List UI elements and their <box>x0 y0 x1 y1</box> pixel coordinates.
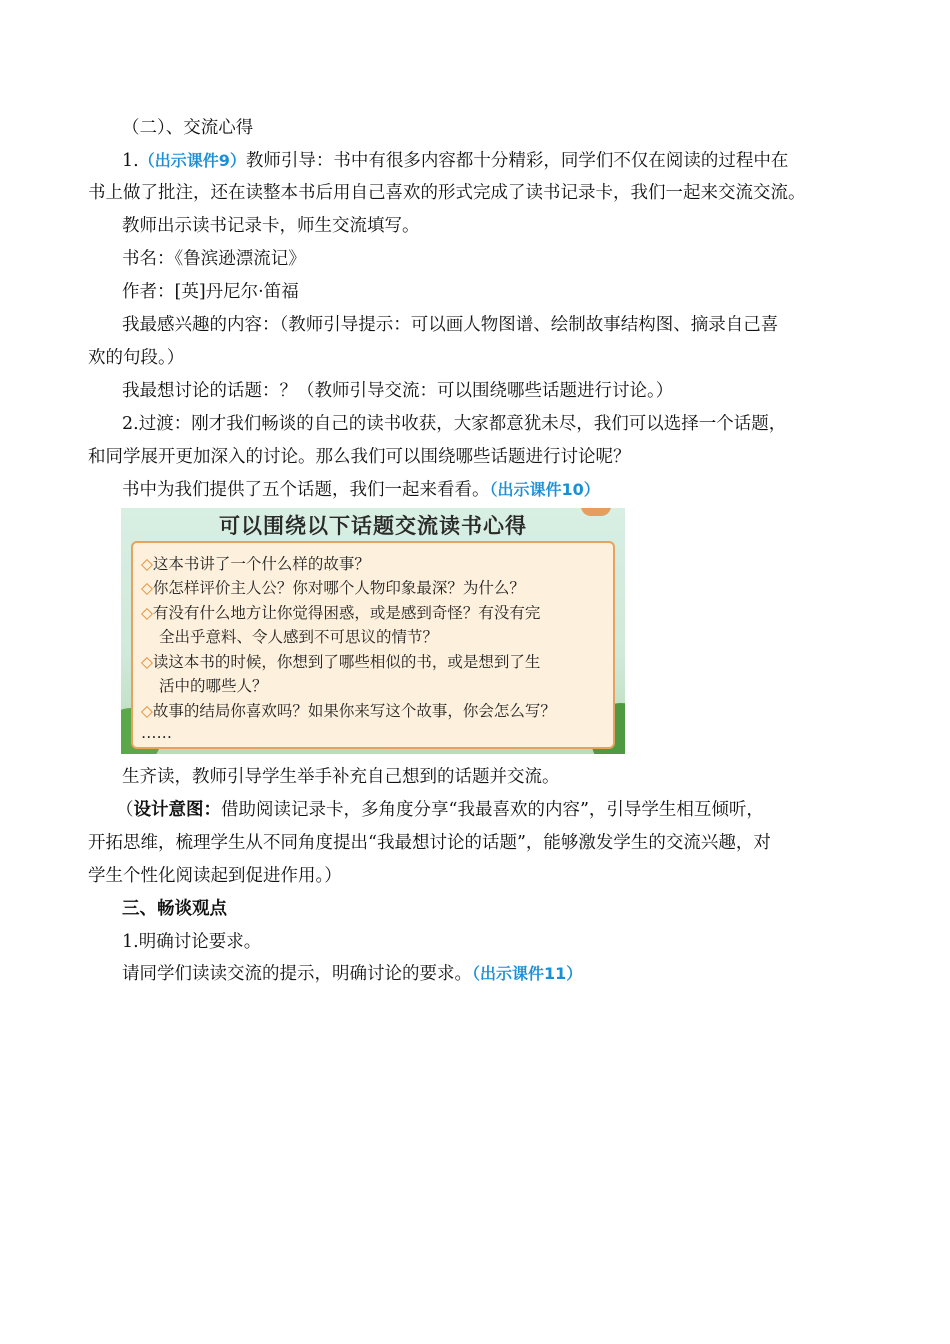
slide-title: 可以围绕以下话题交流读书心得 <box>219 514 527 538</box>
paren: （ <box>116 800 134 820</box>
topic-text: 这本书讲了一个什么样的故事？ <box>152 555 370 573</box>
paragraph-line: 生齐读，教师引导学生举手补充自己想到的话题并交流。 <box>122 767 560 787</box>
paragraph-line: 我最想讨论的话题：？（教师引导交流：可以围绕哪些话题进行讨论。） <box>122 381 674 401</box>
topic-item <box>141 652 540 672</box>
section-heading: （二）、交流心得 <box>122 118 254 138</box>
paragraph-line: 教师出示读书记录卡，师生交流填写。 <box>122 216 420 236</box>
diamond-bullet-icon: ◇ <box>141 653 153 671</box>
paragraph-text: 书中为我们提供了五个话题，我们一起来看看。 <box>122 480 490 500</box>
diamond-bullet-icon: ◇ <box>141 579 153 597</box>
paragraph-item1 <box>122 150 902 172</box>
topic-box <box>131 541 615 749</box>
diamond-bullet-icon: ◇ <box>141 702 153 720</box>
topic-item <box>141 603 540 623</box>
author: 作者：[英]丹尼尔·笛福 <box>122 282 299 302</box>
topic-item <box>141 701 556 721</box>
paragraph-line: 欢的句段。） <box>88 348 185 368</box>
courseware-slide-image <box>121 508 625 754</box>
topic-item: 全出乎意料、令人感到不可思议的情节？ <box>159 628 439 646</box>
paragraph-line <box>122 479 902 501</box>
book-name: 书名：《鲁滨逊漂流记》 <box>122 249 306 269</box>
design-label: 设计意图： <box>133 800 221 820</box>
paragraph-line: 和同学展开更加深入的讨论。那么我们可以围绕哪些话题进行讨论呢？ <box>88 447 631 467</box>
paragraph-line: 学生个性化阅读起到促进作用。） <box>88 866 342 886</box>
topic-text: 有没有什么地方让你觉得困惑，或是感到奇怪？有没有完 <box>152 604 541 622</box>
paragraph-line: 书上做了批注，还在读整本书后用自己喜欢的形式完成了读书记录卡，我们一起来交流交流。 <box>88 183 806 203</box>
diamond-bullet-icon: ◇ <box>141 604 153 622</box>
paragraph-line <box>122 963 902 985</box>
courseware-tag: （出示课件10） <box>489 480 600 499</box>
design-intent <box>116 799 896 821</box>
courseware-tag: （出示课件9） <box>138 151 246 170</box>
paragraph-line: 开拓思维，梳理学生从不同角度提出“我最想讨论的话题”，能够激发学生的交流兴趣，对 <box>88 833 771 853</box>
paragraph-text: 请同学们读读交流的提示，明确讨论的要求。 <box>122 964 472 984</box>
paragraph-line: 2.过渡：刚才我们畅谈的自己的读书收获，大家都意犹未尽，我们可以选择一个话题， <box>122 414 787 434</box>
paragraph-line: 我最感兴趣的内容：（教师引导提示：可以画人物图谱、绘制故事结构图、摘录自己喜 <box>122 315 779 335</box>
section-heading: 三、畅谈观点 <box>122 899 227 919</box>
topic-text: 你怎样评价主人公？你对哪个人物印象最深？为什么？ <box>152 579 525 597</box>
topic-item: …… <box>141 724 172 742</box>
item-number: 1. <box>122 151 139 171</box>
topic-text: 读这本书的时候，你想到了哪些相似的书，或是想到了生 <box>152 653 541 671</box>
item1-text: 教师引导：书中有很多内容都十分精彩，同学们不仅在阅读的过程中在 <box>245 151 789 171</box>
topic-item: 活中的哪些人？ <box>159 677 268 695</box>
topic-text: 故事的结局你喜欢吗？如果你来写这个故事，你会怎么写？ <box>152 702 556 720</box>
topic-item <box>141 554 370 574</box>
diamond-bullet-icon: ◇ <box>141 555 153 573</box>
paragraph-line: 1.明确讨论要求。 <box>122 932 262 952</box>
design-text: 借助阅读记录卡，多角度分享“我最喜欢的内容”，引导学生相互倾听， <box>221 800 764 820</box>
courseware-tag: （出示课件11） <box>472 964 583 983</box>
topic-item <box>141 578 525 598</box>
